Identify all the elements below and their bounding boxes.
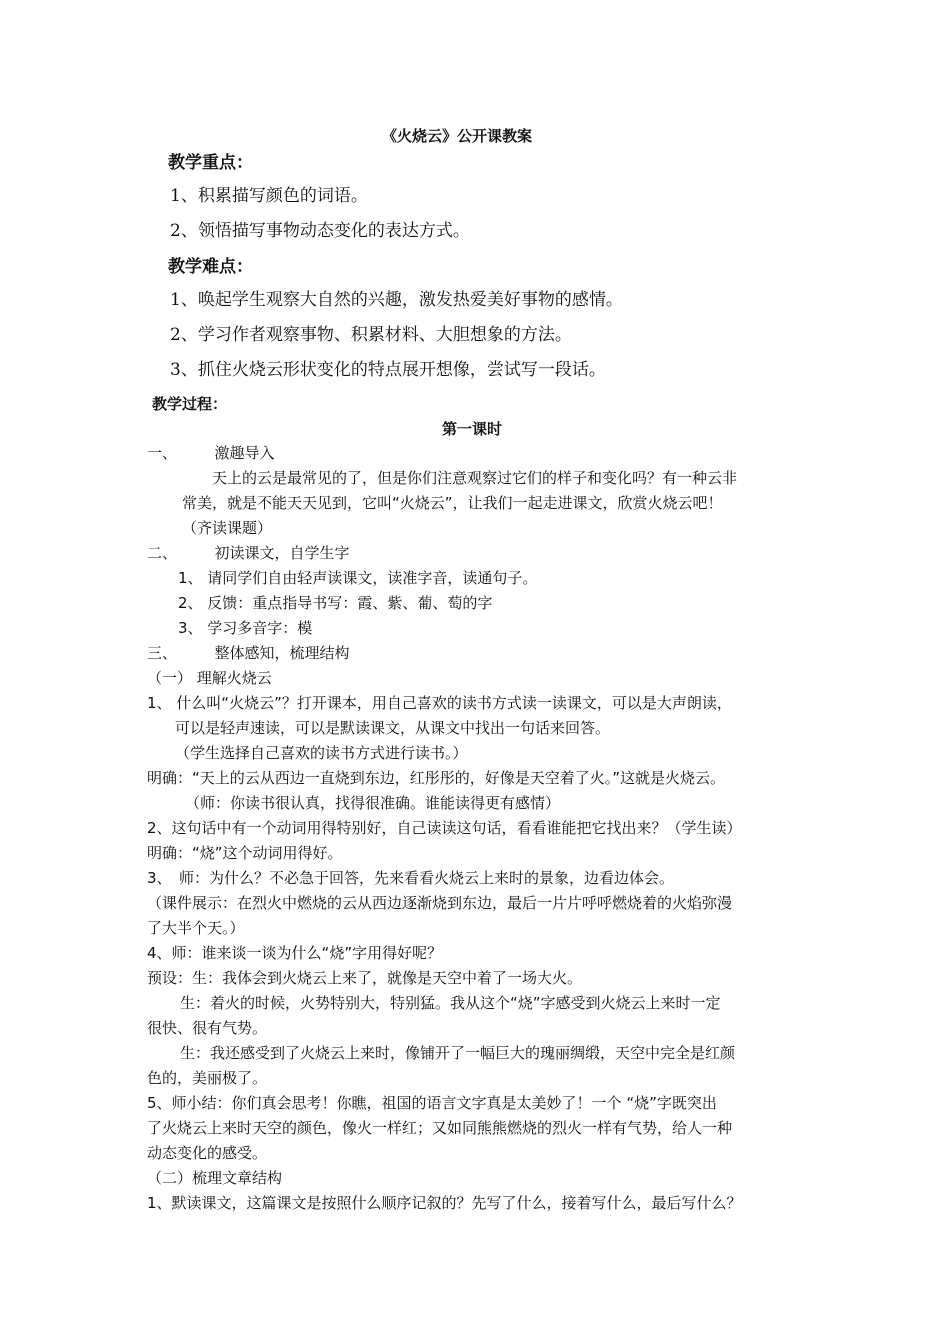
body-line: 常美，就是不能天天见到，它叫“火烧云”，让我们一起走进课文，欣赏火烧云吧！ [182, 494, 723, 512]
list-item: 2、 反馈：重点指导书写：霞、紫、葡、萄的字 [178, 594, 493, 612]
body-line: 生：着火的时候，火势特别大，特别猛。我从这个“烧”字感受到火烧云上来时一定 [180, 994, 721, 1012]
body-line: 很快、很有气势。 [147, 1019, 268, 1037]
body-line: 明确：“天上的云从西边一直烧到东边，红彤彤的，好像是天空着了火。”这就是火烧云。 [147, 769, 726, 787]
document-title: 《火烧云》公开课教案 [382, 127, 533, 145]
difficult-point-item: 3、抓住火烧云形状变化的特点展开想像，尝试写一段话。 [170, 360, 606, 380]
body-line: 生：我还感受到了火烧云上来时，像铺开了一幅巨大的瑰丽绸缎，天空中完全是红颜 [180, 1044, 736, 1062]
difficult-point-item: 2、学习作者观察事物、积累材料、大胆想象的方法。 [170, 325, 572, 345]
key-point-item: 1、积累描写颜色的词语。 [170, 186, 368, 206]
body-line: （师：你读书很认真，找得很准确。谁能读得更有感情） [185, 794, 561, 812]
difficult-point-item: 1、唤起学生观察大自然的兴趣，激发热爱美好事物的感情。 [170, 290, 623, 310]
body-line: 可以是轻声速读，可以是默读课文，从课文中找出一句话来回答。 [175, 719, 611, 737]
body-line: 预设：生：我体会到火烧云上来了，就像是天空中着了一场大火。 [147, 969, 583, 987]
body-line: 3、 师：为什么？不必急于回答，先来看看火烧云上来时的景象，边看边体会。 [147, 869, 675, 887]
subsection-heading: （一） 理解火烧云 [147, 669, 272, 687]
body-line: 明确：“烧”这个动词用得好。 [147, 844, 343, 862]
body-line: 动态变化的感受。 [147, 1144, 268, 1162]
section-heading: 三、 整体感知，梳理结构 [147, 644, 350, 662]
list-item: 3、 学习多音字：模 [178, 619, 313, 637]
body-line: 了火烧云上来时天空的颜色，像火一样红；又如同熊熊燃烧的烈火一样有气势，给人一种 [147, 1119, 733, 1137]
difficult-points-heading: 教学难点： [168, 257, 253, 277]
process-heading: 教学过程： [152, 395, 228, 413]
body-line: 1、默读课文，这篇课文是按照什么顺序记叙的？先写了什么，接着写什么，最后写什么？ [147, 1194, 742, 1212]
body-line: （课件展示：在烈火中燃烧的云从西边逐渐烧到东边，最后一片片呼呼燃烧着的火焰弥漫 [147, 894, 733, 912]
section-heading: 一、 激趣导入 [147, 444, 275, 462]
key-point-item: 2、领悟描写事物动态变化的表达方式。 [170, 221, 470, 241]
body-line: 天上的云是最常见的了，但是你们注意观察过它们的样子和变化吗？有一种云非 [212, 469, 738, 487]
body-line: 1、 什么叫“火烧云”？打开课本，用自己喜欢的读书方式读一读课文，可以是大声朗读， [147, 694, 732, 712]
body-line: 2、这句话中有一个动词用得特别好，自己读读这句话，看看谁能把它找出来？（学生读） [147, 819, 742, 837]
body-line: （齐读课题） [182, 519, 273, 537]
key-points-heading: 教学重点： [168, 153, 253, 173]
lesson-heading: 第一课时 [442, 420, 503, 438]
list-item: 1、 请同学们自由轻声读课文，读准字音，读通句子。 [178, 569, 538, 587]
body-line: 了大半个天。） [147, 919, 245, 937]
section-heading: 二、 初读课文，自学生字 [147, 544, 350, 562]
body-line: 4、师：谁来谈一谈为什么“烧”字用得好呢？ [147, 944, 443, 962]
body-line: 5、师小结：你们真会思考！你瞧，祖国的语言文字真是太美妙了！一个 “烧”字既突出 [147, 1094, 717, 1112]
subsection-heading: （二）梳理文章结构 [147, 1169, 283, 1187]
body-line: （学生选择自己喜欢的读书方式进行读书。） [175, 744, 468, 762]
body-line: 色的，美丽极了。 [147, 1069, 268, 1087]
